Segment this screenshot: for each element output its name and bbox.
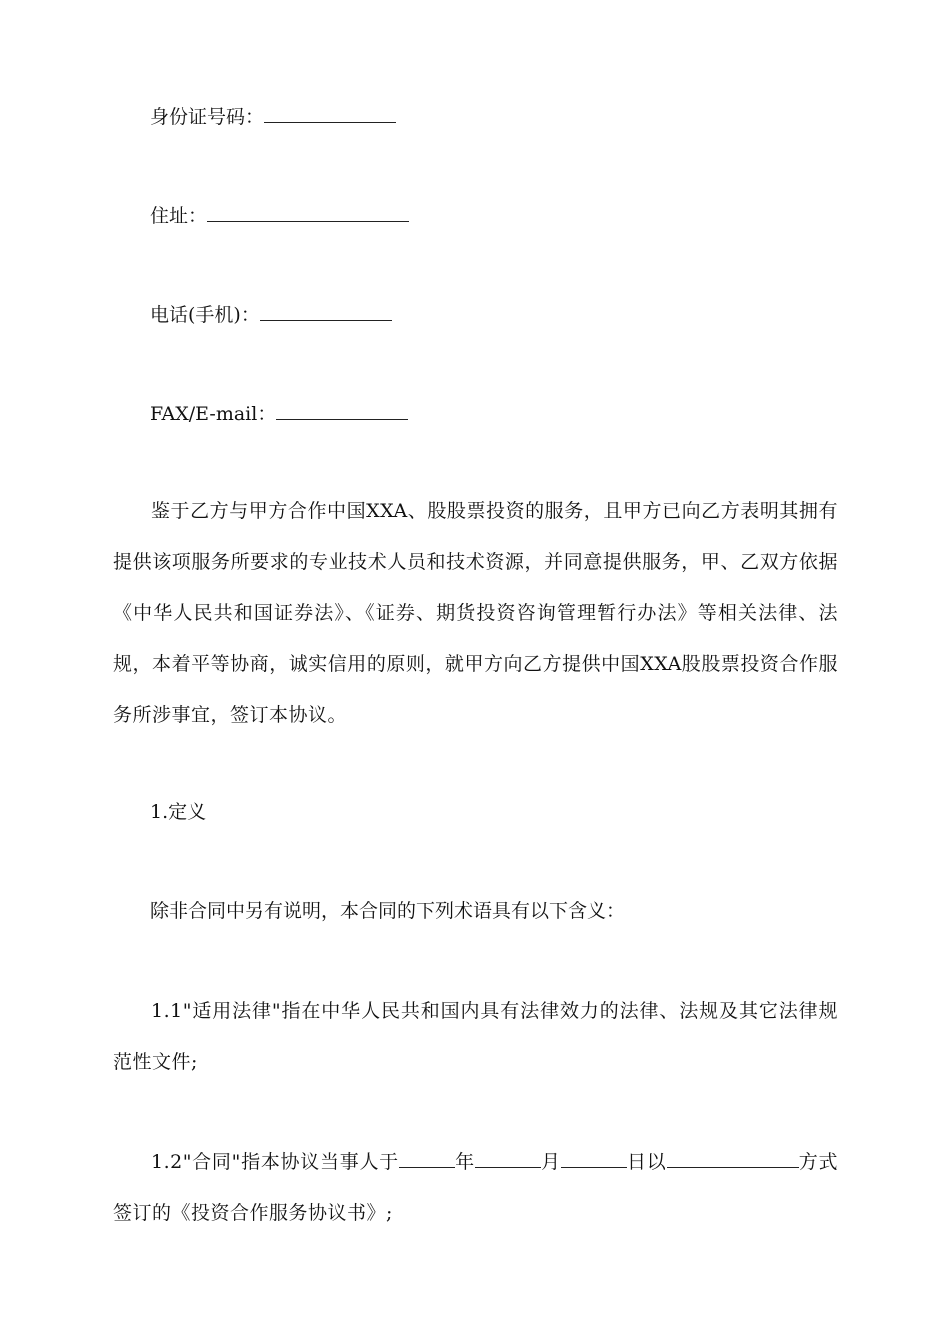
fax-email-blank[interactable] bbox=[276, 401, 408, 420]
method-blank[interactable] bbox=[667, 1149, 799, 1168]
day-blank[interactable] bbox=[561, 1149, 627, 1168]
month-label: 月 bbox=[540, 1151, 561, 1173]
section-1-title: 1.定义 bbox=[150, 801, 207, 823]
section-1-intro: 除非合同中另有说明，本合同的下列术语具有以下含义： bbox=[150, 900, 626, 922]
day-label: 日以 bbox=[626, 1151, 667, 1173]
address-blank[interactable] bbox=[207, 203, 409, 222]
id-number-field bbox=[150, 104, 396, 129]
id-number-blank[interactable] bbox=[264, 104, 396, 123]
year-blank[interactable] bbox=[399, 1149, 455, 1168]
definition-1-2 bbox=[113, 1137, 838, 1239]
address-field bbox=[150, 203, 409, 228]
phone-label: 电话(手机)： bbox=[150, 304, 260, 326]
definition-1-1: 1.1"适用法律"指在中华人民共和国内具有法律效力的法律、法规及其它法律规范性文件; bbox=[113, 1000, 838, 1073]
definition-1-2-suffix: 方式签订的《投资合作服务协议书》; bbox=[113, 1151, 838, 1224]
year-label: 年 bbox=[454, 1151, 475, 1173]
fax-email-field bbox=[150, 401, 408, 426]
phone-field bbox=[150, 302, 392, 327]
address-label: 住址： bbox=[150, 205, 208, 227]
fax-email-label: FAX/E-mail： bbox=[150, 403, 277, 425]
preamble-paragraph: 鉴于乙方与甲方合作中国XXA、股股票投资的服务，且甲方已向乙方表明其拥有提供该项服务所要求的专业技术人员和技术资源，并同意提供服务，甲、乙双方依据《中华人民共和国证券法》、《证券、期货投资咨询管理暂行办法》等相关法律、法规，本着平等协商，诚实信用的原则，就甲方向乙方提供中国XXA股股票投资合作服务所涉事宜，签订本协议。 bbox=[113, 500, 838, 726]
month-blank[interactable] bbox=[475, 1149, 541, 1168]
definition-1-2-prefix: 1.2"合同"指本协议当事人于 bbox=[151, 1151, 399, 1173]
phone-blank[interactable] bbox=[260, 302, 392, 321]
id-number-label: 身份证号码： bbox=[150, 106, 265, 128]
